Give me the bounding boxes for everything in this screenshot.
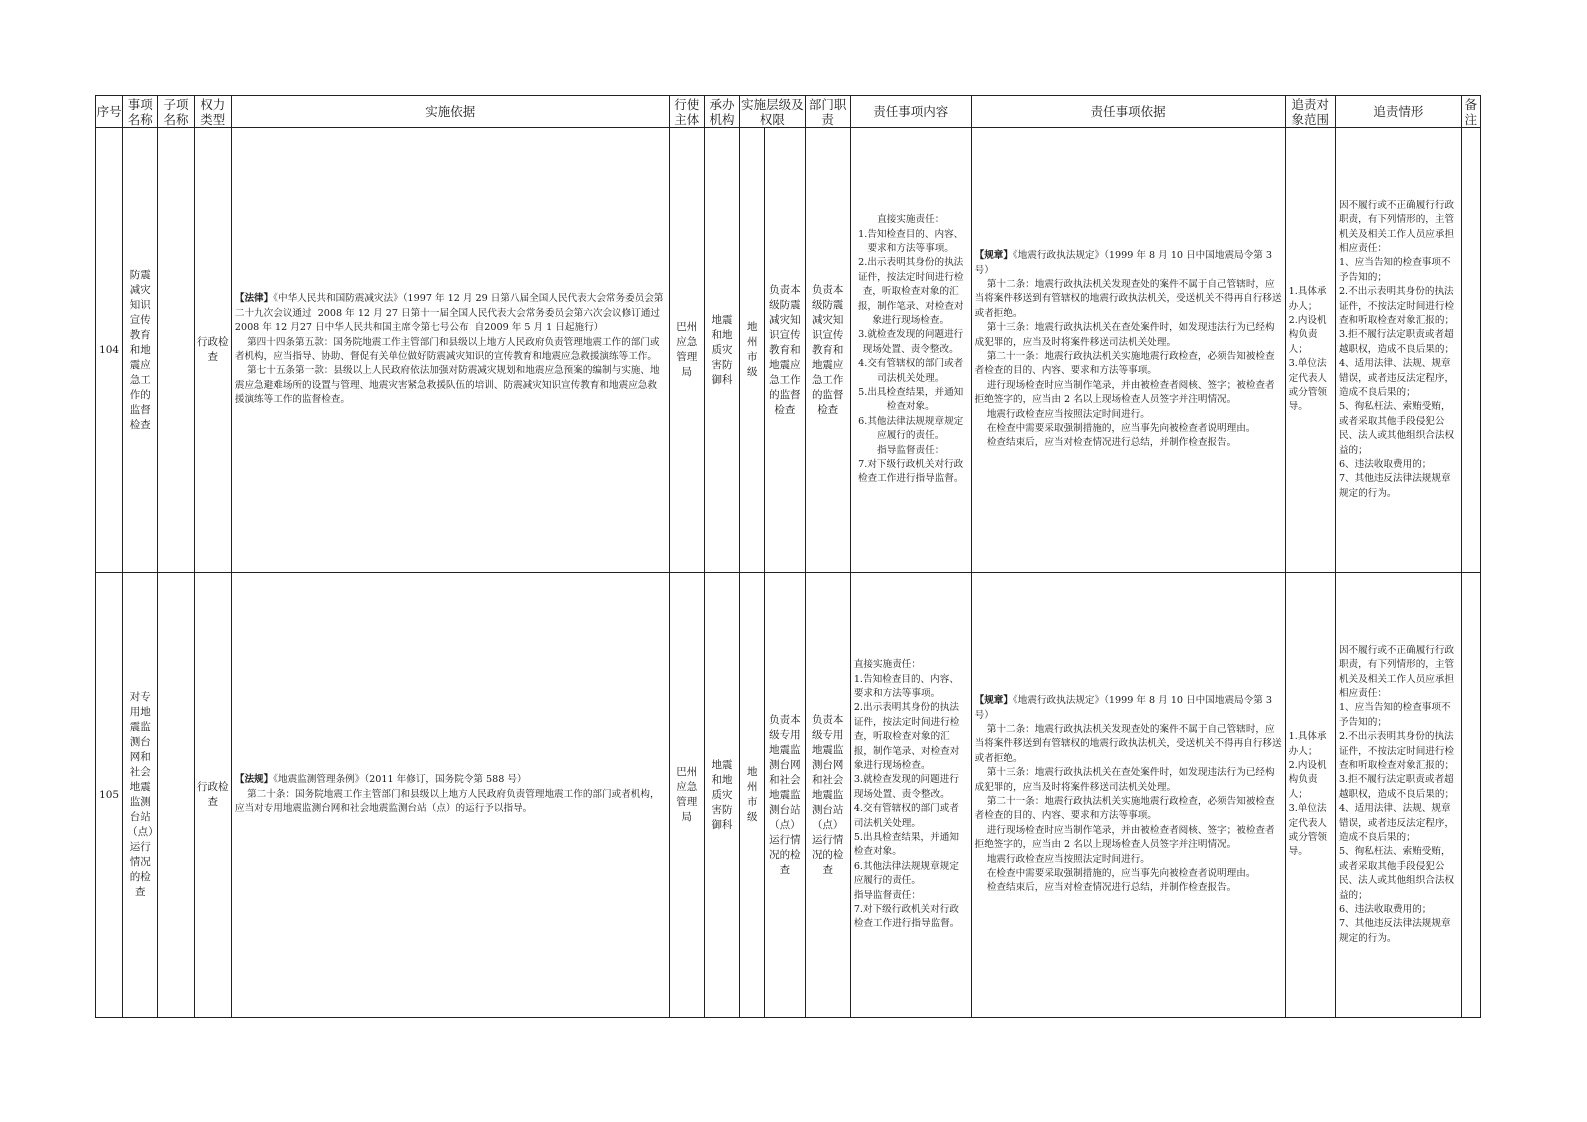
header-duty: 部门职责 — [805, 96, 850, 128]
cell-subject: 巴州应急管理局 — [669, 128, 704, 573]
cell-subject: 巴州应急管理局 — [669, 573, 704, 1018]
header-resp-basis: 责任事项依据 — [971, 96, 1285, 128]
cell-scope: 1.具体承办人； 2.内设机构负责人； 3.单位法定代表人或分管领导。 — [1285, 573, 1335, 1018]
header-subject: 行使主体 — [669, 96, 704, 128]
header-level: 实施层级及权限 — [741, 96, 804, 127]
resp-basis-tag: 【规章】 — [974, 695, 1013, 707]
cell-item-name: 防震减灾知识宣传教育和地震应急工作的监督检查 — [123, 128, 158, 573]
cell-power-type: 行政检查 — [194, 573, 231, 1018]
cell-basis — [231, 128, 669, 573]
header-scope: 追责对象范围 — [1285, 96, 1335, 128]
header-sub-name: 子项名称 — [158, 96, 194, 128]
header-power-type: 权力类型 — [194, 96, 231, 128]
header-circumstances: 追责情形 — [1335, 96, 1461, 128]
header-seq: 序号 — [96, 96, 123, 128]
resp-basis-text: 《地震行政执法规定》（1999 年 8 月 10 日中国地震局令第 3 号） 第十二条：地震行政执法机关发现查处的案件不属于自己管辖时，应当将案件移送到有管辖权的地震行政执法机关，受送机关不得再自行移送或者拒绝。 第十三条：地震行政执法机关在查处案件时，如发现违法行为已经构成犯罪的，应当及时将案件移送司法机关处理。 第二十一条：地震行政执法机关实施地震行政检查，必须告知被检查者检查的目的、内容、要求和方法等事项。 进行现场检查时应当制作笔录，并由被检查者阅核、签字；被检查者拒绝签字的，应当由 2 名以上现场检查人员签字并注明情况。 地震行政检查应当按照法定时间进行。 在检查中需要采取强制措施的，应当事先向被检查者说明理由。 检查结束后，应当对检查情况进行总结，并制作检查报告。 — [974, 250, 1282, 449]
header-resp-content: 责任事项内容 — [850, 96, 971, 128]
cell-remark — [1461, 128, 1480, 573]
cell-scope: 1.具体承办人； 2.内设机构负责人； 3.单位法定代表人或分管领导。 — [1285, 128, 1335, 573]
cell-sub-name — [158, 573, 194, 1018]
resp-basis-tag: 【规章】 — [974, 250, 1013, 262]
cell-resp-content: 直接实施责任： 1.告知检查目的、内容、要求和方法等事项。 2.出示表明其身份的执法证件，按法定时间进行检查，听取检查对象的汇报，制作笔录、对检查对象进行现场检查。 3.就检查发现的问题进行现场处置、责令整改。 4.交有管辖权的部门或者司法机关处理。 5.出具检查结果，并通知检查对象。 6.其他法律法规规章规定应履行的责任。 指导监督责任： 7.对下级行政机关对行政检查工作进行指导监督。 — [850, 128, 971, 573]
cell-sub-name — [158, 128, 194, 573]
table-row — [96, 128, 1481, 573]
cell-item-name: 对专用地震监测台网和社会地震监测台站（点）运行情况的检查 — [123, 573, 158, 1018]
table-row — [96, 573, 1481, 1018]
cell-resp-basis — [971, 573, 1285, 1018]
cell-remark — [1461, 573, 1480, 1018]
header-basis: 实施依据 — [231, 96, 669, 128]
cell-level: 地州市级 — [740, 573, 765, 1018]
basis-tag: 【法规】 — [234, 774, 274, 786]
cell-level: 地州市级 — [740, 128, 765, 573]
basis-text: 《地震监测管理条例》（2011 年修订，国务院令第 588 号） 第二十条：国务院地震工作主管部门和县级以上地方人民政府负责管理地震工作的部门或者机构，应当对专用地震监测台网和社会地震监测台站（点）的运行予以指导。 — [234, 774, 660, 815]
cell-circumstances: 因不履行或不正确履行行政职责，有下列情形的，主管机关及相关工作人员应承担相应责任： 1、应当告知的检查事项不予告知的； 2.不出示表明其身份的执法证件，不按法定时间进行检查和听取检查对象汇报的； 3.拒不履行法定职责或者超越职权，造成不良后果的； 4、适用法律、法规、规章错误，或者违反法定程序，造成不良后果的； 5、徇私枉法、索贿受贿，或者采取其他手段侵犯公民、法人或其他组织合法权益的； 6、违法收取费用的； 7、其他违反法律法规规章规定的行为。 — [1335, 128, 1461, 573]
power-list-table — [95, 95, 1481, 1018]
basis-tag: 【法律】 — [234, 293, 274, 305]
cell-resp-content: 直接实施责任： 1.告知检查目的、内容、要求和方法等事项。 2.出示表明其身份的执法证件，按法定时间进行检查，听取检查对象的汇报，制作笔录、对检查对象进行现场检查。 3.就检查发现的问题进行现场处置、责令整改。 4.交有管辖权的部门或者司法机关处理。 5.出具检查结果，并通知检查对象。 6.其他法律法规规章规定应履行的责任。 指导监督责任： 7.对下级行政机关对行政检查工作进行指导监督。 — [850, 573, 971, 1018]
cell-duty: 负责本级专用地震监测台网和社会地震监测台站（点）运行情况的检查 — [805, 573, 850, 1018]
cell-agency: 地震和地质灾害防御科 — [704, 573, 739, 1018]
cell-level-scope: 负责本级防震减灾知识宣传教育和地震应急工作的监督检查 — [765, 128, 805, 573]
cell-level-scope: 负责本级专用地震监测台网和社会地震监测台站（点）运行情况的检查 — [765, 573, 805, 1018]
cell-seq: 105 — [96, 573, 123, 1018]
cell-circumstances: 因不履行或不正确履行行政职责，有下列情形的，主管机关及相关工作人员应承担相应责任： 1、应当告知的检查事项不予告知的； 2.不出示表明其身份的执法证件，不按法定时间进行检查和听取检查对象汇报的； 3.拒不履行法定职责或者超越职权，造成不良后果的； 4、适用法律、法规、规章错误，或者违反法定程序，造成不良后果的； 5、徇私枉法、索贿受贿，或者采取其他手段侵犯公民、法人或其他组织合法权益的； 6、违法收取费用的； 7、其他违反法律法规规章规定的行为。 — [1335, 573, 1461, 1018]
cell-basis — [231, 573, 669, 1018]
cell-resp-basis — [971, 128, 1285, 573]
cell-duty: 负责本级防震减灾知识宣传教育和地震应急工作的监督检查 — [805, 128, 850, 573]
basis-text: 《中华人民共和国防震减灾法》（1997 年 12 月 29 日第八届全国人民代表大会常务委员会第二十九次会议通过 2008 年 12 月 27 日第十一届全国人民代表大会常务委员会第六次会议修订通过 2008 年 12 月27 日中华人民共和国主席令第七号公布 自2009 年 5 月 1 日起施行） 第四十四条第五款：国务院地震工作主管部门和县级以上地方人民政府负责管理地震工作的部门或者机构，应当指导、协助、督促有关单位做好防震减灾知识的宣传教育和地震应急救援演练等工作。 第七十五条第一款：县级以上人民政府依法加强对防震减灾规划和地震应急预案的编制与实施、地震应急避难场所的设置与管理、地震灾害紧急救援队伍的培训、防震减灾知识宣传教育和地震应急救援演练等工作的监督检查。 — [234, 293, 664, 406]
table-header-row — [96, 96, 1481, 128]
header-agency: 承办机构 — [704, 96, 739, 128]
header-remark: 备注 — [1461, 96, 1480, 128]
cell-agency: 地震和地质灾害防御科 — [704, 128, 739, 573]
header-item-name: 事项名称 — [123, 96, 158, 128]
cell-power-type: 行政检查 — [194, 128, 231, 573]
cell-seq: 104 — [96, 128, 123, 573]
resp-basis-text: 《地震行政执法规定》（1999 年 8 月 10 日中国地震局令第 3 号） 第十二条：地震行政执法机关发现查处的案件不属于自己管辖时，应当将案件移送到有管辖权的地震行政执法机关，受送机关不得再自行移送或者拒绝。 第十三条：地震行政执法机关在查处案件时，如发现违法行为已经构成犯罪的，应当及时将案件移送司法机关处理。 第二十一条：地震行政执法机关实施地震行政检查，必须告知被检查者检查的目的、内容、要求和方法等事项。 进行现场检查时应当制作笔录，并由被检查者阅核、签字；被检查者拒绝签字的，应当由 2 名以上现场检查人员签字并注明情况。 地震行政检查应当按照法定时间进行。 在检查中需要采取强制措施的，应当事先向被检查者说明理由。 检查结束后，应当对检查情况进行总结，并制作检查报告。 — [974, 695, 1282, 894]
